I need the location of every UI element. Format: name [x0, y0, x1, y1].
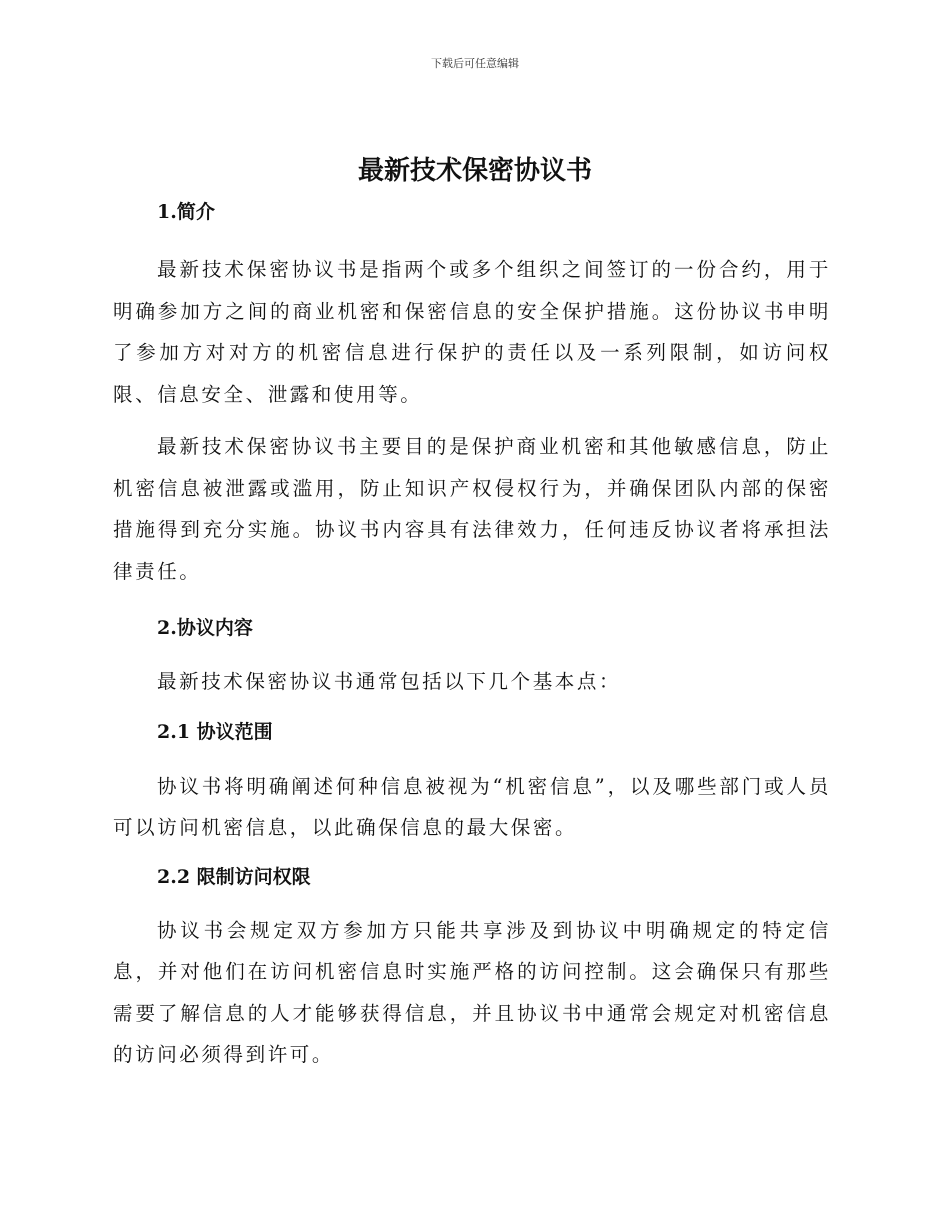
section-heading-access: 2.2 限制访问权限: [157, 865, 311, 888]
paragraph-intro-2: 最新技术保密协议书主要目的是保护商业机密和其他敏感信息，防止机密信息被泄露或滥用，防止知识产权侵权行为，并确保团队内部的保密措施得到充分实施。协议书内容具有法律效力，任何违反协议者将承担法律责任。: [113, 435, 831, 583]
paragraph-scope: 协议书将明确阐述何种信息被视为“机密信息”，以及哪些部门或人员可以访问机密信息，以此确保信息的最大保密。: [113, 774, 831, 839]
paragraph-content-intro: 最新技术保密协议书通常包括以下几个基本点：: [157, 670, 622, 693]
document-body: [113, 196, 831, 1076]
paragraph-access: 协议书会规定双方参加方只能共享涉及到协议中明确规定的特定信息，并对他们在访问机密信息时实施严格的访问控制。这会确保只有那些需要了解信息的人才能够获得信息，并且协议书中通常会规定对机密信息的访问必须得到许可。: [113, 918, 831, 1066]
section-heading-scope: 2.1 协议范围: [157, 720, 273, 743]
section-heading-content: 2.协议内容: [157, 617, 253, 639]
paragraph-intro-1: 最新技术保密协议书是指两个或多个组织之间签订的一份合约，用于明确参加方之间的商业机密和保密信息的安全保护措施。这份协议书申明了参加方对对方的机密信息进行保护的责任以及一系列限制，如访问权限、信息安全、泄露和使用等。: [113, 258, 831, 406]
section-heading-intro: 1.简介: [157, 201, 215, 223]
page-header: 下载后可任意编辑: [431, 57, 519, 70]
document-title: 最新技术保密协议书: [357, 156, 592, 186]
